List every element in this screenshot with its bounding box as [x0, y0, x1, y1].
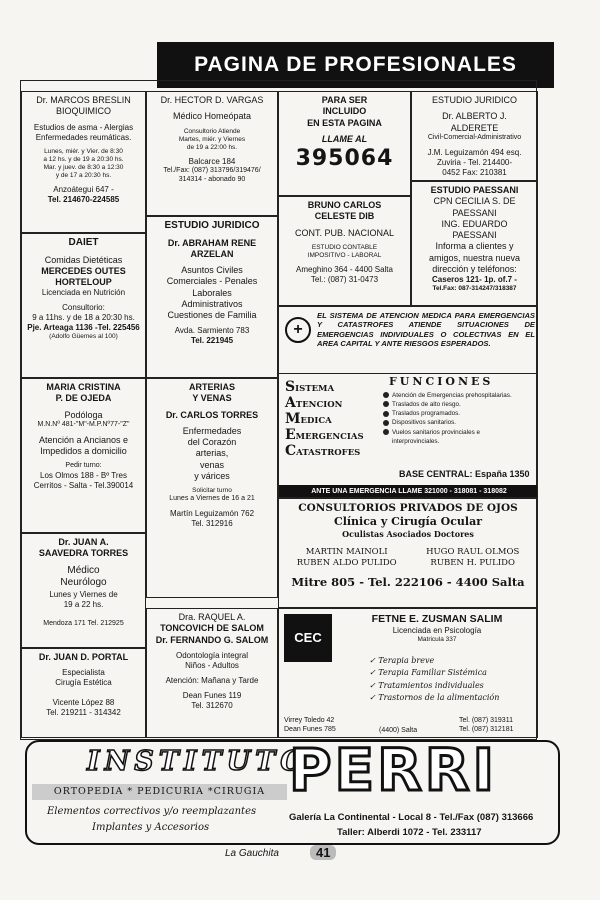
breslin-hours1: Lunes, miér. y Vier. de 8:30	[44, 147, 123, 155]
zusman-city: (4400) Salta	[379, 727, 418, 734]
ojos-title: CONSULTORIOS PRIVADOS DE OJOS	[298, 502, 518, 514]
daiet-consult: Consultorio:	[62, 303, 105, 313]
celeste-title: CONT. PUB. NACIONAL	[294, 227, 395, 238]
torres-address: Martín Leguizamón 762	[169, 508, 255, 518]
celeste-address: Ameghino 364 - 4400 Salta	[296, 265, 393, 274]
ojeda-name1: MARIA CRISTINA	[46, 382, 121, 392]
alderete-address3: 0452 Fax: 210381	[442, 167, 507, 177]
arzelan-header: ESTUDIO JURIDICO	[164, 220, 260, 231]
saavedra-title2: Neurólogo	[60, 577, 107, 588]
celeste-name2: CELESTE DIB	[314, 211, 375, 222]
ojos-card	[278, 498, 538, 608]
paessani-name1: CPN CECILIA S. DE	[433, 196, 516, 207]
incluido-line4: LLAME AL	[321, 133, 368, 144]
breslin-title: BIOQUIMICO	[55, 106, 111, 117]
alderete-spec: Civil-Comercial-Administrativo	[427, 133, 522, 141]
perri-ad	[25, 736, 560, 845]
torres-e3: arterias,	[195, 448, 229, 459]
saavedra-name1: Dr. JUAN A.	[58, 537, 109, 547]
salom-hours: Atención: Mañana y Tarde	[165, 675, 259, 685]
zusman-phone2: Tel. (087) 312181	[459, 725, 514, 733]
ojos-subtitle2: Oculistas Asociados Doctores	[342, 528, 474, 539]
bullet-icon	[383, 420, 389, 426]
alderete-name1: Dr. ALBERTO J.	[442, 111, 507, 122]
paessani-line2: amigos, nuestra nueva	[428, 252, 521, 263]
breslin-phone: Tel. 214670-224585	[47, 195, 120, 204]
alderete-header: ESTUDIO JURIDICO	[431, 95, 517, 105]
instituto-title: INSTITUTO	[87, 746, 309, 777]
breslin-spec1: Estudios de asma - Alergias	[33, 122, 134, 132]
paessani-name2: PAESSANI	[452, 207, 497, 218]
perri-specialties: ORTOPEDIA * PEDICURIA *CIRUGIA	[32, 784, 287, 800]
saavedra-title1: Médico	[67, 564, 100, 576]
salom-phone: Tel. 312670	[191, 700, 233, 710]
saavedra-address: Mendoza 171 Tel. 212925	[43, 619, 124, 627]
incluido-line3: EN ESTA PAGINA	[307, 117, 382, 128]
salom-card	[146, 608, 278, 738]
torres-e4: venas	[199, 459, 225, 470]
daiet-hours: 9 a 11hs. y de 18 a 20:30 hs.	[32, 313, 135, 323]
arzelan-spec4: Administrativos	[181, 298, 243, 309]
bullet-icon	[383, 392, 389, 398]
breslin-spec2: Enfermedades reumáticas.	[35, 132, 132, 142]
publication-name: La Gauchita	[225, 848, 279, 859]
torres-header1: ARTERIAS	[188, 382, 235, 392]
bullet-icon	[383, 411, 389, 417]
samec-notice: EL SISTEMA DE ATENCION MEDICA PARA EMERGENCIAS Y CATASTROFES ATIENDE SITUACIONES DE EMERGENCIAS INDIVIDUALES O COLECTIVAS EN EL AREA CAPITAL Y ANTE RIESGOS ESPERADOS.	[317, 311, 535, 349]
paessani-line1: Informa a clientes y	[435, 241, 514, 252]
ojeda-matricula: M.N.Nº 481-"M"-M.P.Nº77-"Z"	[37, 420, 130, 428]
ojeda-name2: P. DE OJEDA	[55, 393, 112, 404]
salom-spec2: Niños - Adultos	[185, 660, 239, 670]
samec-acronym: SISTEMA ATENCION MEDICA EMERGENCIAS CATASTROFES	[285, 379, 364, 460]
torres-e2: del Corazón	[187, 437, 237, 447]
samec-card	[278, 306, 538, 498]
zusman-card	[278, 608, 538, 738]
ojeda-attention1: Atención a Ancianos e	[38, 434, 129, 445]
breslin-address: Anzoátegui 647 -	[53, 185, 114, 194]
alderete-address2: Zuviria - Tel. 214400-	[437, 157, 512, 167]
paessani-header: ESTUDIO PAESSANI	[430, 185, 519, 195]
arzelan-spec2: Comerciales - Penales	[166, 276, 258, 287]
saavedra-card	[21, 533, 146, 648]
perri-slogan1: Elementos correctivos y/o reemplazantes	[47, 806, 257, 817]
vargas-card	[146, 91, 278, 216]
vargas-hours2: de 19 a 22:00 hs.	[186, 143, 238, 151]
daiet-header: DAIET	[68, 237, 99, 248]
celeste-spec2: IMPOSITIVO - LABORAL	[307, 251, 382, 259]
ojeda-title: Podóloga	[64, 409, 103, 420]
breslin-hours4: y de 17 a 20:30 hs.	[55, 171, 112, 179]
arzelan-name2: ARZELAN	[190, 248, 234, 259]
ojeda-attention2: Impedidos a domicilio	[40, 445, 127, 456]
vargas-address: Balcarce 184	[188, 156, 236, 166]
celeste-name1: BRUNO CARLOS	[307, 200, 382, 210]
vargas-phone1: Tel./Fax: (087) 313796/319476/	[163, 166, 261, 174]
arzelan-card	[146, 216, 278, 378]
saavedra-hours2: 19 a 22 hs.	[63, 599, 104, 609]
samec-base: BASE CENTRAL: España 1350	[399, 469, 530, 479]
zusman-address1: Virrey Toledo 42	[284, 717, 335, 724]
torres-turno: Solicitar turno	[192, 487, 232, 494]
portal-name: Dr. JUAN D. PORTAL	[38, 652, 129, 662]
torres-card	[146, 378, 278, 598]
samec-emergency-bar: ANTE UNA EMERGENCIA LLAME 321000 - 318081 - 318082	[279, 485, 538, 498]
zusman-name: FETNE E. ZUSMAN SALIM	[371, 613, 503, 625]
torres-e1: Enfermedades	[182, 425, 242, 436]
torres-phone: Tel. 312916	[191, 518, 233, 528]
breslin-name: Dr. MARCOS BRESLIN	[36, 95, 131, 105]
paessani-address: Caseros 121- 1p. of.7 -	[432, 275, 517, 284]
daiet-line2: MERCEDES OUTES	[41, 265, 126, 276]
breslin-hours3: Mar. y juev. de 8:30 a 12:30	[43, 163, 124, 171]
vargas-name: Dr. HECTOR D. VARGAS	[160, 95, 264, 105]
portal-phone: Tel. 219211 - 314342	[46, 708, 121, 718]
samec-functions-list: Atención de Emergencias prehospitalarias. Traslados de alto riesgo. Traslados programados. Dispositivos sanitarios. Vuelos sanitarios provinciales e interprovinciales.	[383, 391, 512, 446]
zusman-services: ✓ Terapia breve ✓ Terapia Familiar Sistémica ✓ Tratamientos individuales ✓ Trastornos de la alimentación	[369, 656, 500, 703]
paessani-line3: dirección y teléfonos:	[432, 263, 517, 274]
vargas-hours1: Martes, miér. y Viernes	[178, 135, 246, 143]
salom-name1: Dra. RAQUEL A.	[178, 612, 246, 622]
alderete-name2: ALDERETE	[450, 122, 499, 133]
portal-card	[21, 648, 146, 738]
daiet-line3: HORTELOUP	[55, 277, 112, 287]
portal-address: Vicente López 88	[52, 698, 115, 708]
saavedra-hours1: Lunes y Viernes de	[49, 589, 118, 599]
arzelan-spec1: Asuntos Civiles	[181, 265, 243, 275]
ojeda-address1: Los Olmos 188 - Bº Tres	[40, 470, 127, 480]
arzelan-phone: Tel. 221945	[190, 336, 234, 346]
ojeda-address2: Cerritos - Salta - Tel.390014	[33, 480, 134, 490]
portal-title2: Cirugía Estética	[55, 678, 112, 688]
breslin-card	[21, 91, 146, 233]
perri-brand: PERRI	[289, 736, 498, 804]
page-number: 41	[310, 845, 336, 860]
zusman-matricula: Matricula 337	[417, 636, 457, 644]
vargas-phone2: 314314 - abonado 90	[178, 175, 246, 183]
alderete-card	[411, 91, 538, 181]
bullet-icon	[383, 429, 389, 435]
arzelan-name1: Dr. ABRAHAM RENE	[167, 237, 257, 248]
arzelan-spec5: Cuestiones de Familia	[167, 310, 257, 320]
ojos-address: Mitre 805 - Tel. 222106 - 4400 Salta	[291, 574, 525, 589]
paessani-name3: ING. EDUARDO	[441, 218, 508, 229]
arzelan-address: Avda. Sarmiento 783	[174, 326, 250, 336]
incluido-phone: 395064	[295, 146, 394, 171]
bullet-icon	[383, 401, 389, 407]
ojeda-card	[21, 378, 146, 533]
salom-name2: TONCOVICH DE SALOM	[160, 623, 264, 634]
incluido-card	[278, 91, 411, 196]
banner-title: PAGINA DE PROFESIONALES	[194, 53, 517, 76]
directory-grid	[20, 80, 537, 740]
zusman-title: Licenciada en Psicología	[392, 626, 482, 636]
ojos-doctor2: HUGO RAUL OLMOS	[426, 546, 520, 557]
zusman-phone1: Tel. (087) 319311	[459, 717, 513, 724]
ojos-doctor4: RUBEN H. PULIDO	[430, 557, 515, 568]
medical-cross-icon: +	[285, 317, 311, 343]
ojos-doctor1: MARTIN MAINOLI	[305, 546, 388, 557]
salom-spec1: Odontología integral	[175, 650, 249, 660]
portal-title1: Especialista	[62, 668, 105, 678]
celeste-phone: Tel.: (087) 31-0473	[310, 275, 379, 284]
daiet-card	[21, 233, 146, 378]
cec-logo: CEC	[284, 614, 332, 662]
daiet-line1: Comidas Dietéticas	[44, 254, 123, 265]
daiet-line4: Licenciada en Nutrición	[41, 288, 126, 298]
salom-name3: Dr. FERNANDO G. SALOM	[155, 634, 269, 645]
torres-hours: Lunes a Viernes de 16 a 21	[169, 495, 255, 503]
torres-e5: y várices	[194, 470, 230, 481]
breslin-hours2: a 12 hs. y de 19 a 20:30 hs.	[43, 155, 124, 163]
alderete-address1: J.M. Leguizamón 494 esq.	[427, 147, 522, 157]
paessani-card	[411, 181, 538, 306]
daiet-ref: (Adolfo Güemes al 100)	[49, 333, 118, 341]
ojos-subtitle: Clínica y Cirugía Ocular	[333, 515, 483, 529]
perri-address1: Galería La Continental - Local 8 - Tel./Fax (087) 313666	[289, 812, 534, 823]
samec-functions-title: FUNCIONES	[389, 375, 494, 388]
celeste-spec1: ESTUDIO CONTABLE	[311, 243, 378, 251]
celeste-card	[278, 196, 411, 306]
saavedra-name2: SAAVEDRA TORRES	[38, 548, 129, 559]
arzelan-spec3: Laborales	[192, 287, 232, 298]
torres-name: Dr. CARLOS TORRES	[165, 409, 259, 420]
daiet-address: Pje. Arteaga 1136 -Tel. 225456	[27, 323, 140, 333]
torres-header2: Y VENAS	[192, 393, 232, 404]
vargas-title: Médico Homeópata	[172, 111, 252, 122]
ojos-doctor3: RUBEN ALDO PULIDO	[296, 557, 397, 568]
vargas-hours0: Consultorio Atiende	[183, 127, 241, 135]
paessani-name4: PAESSANI	[452, 230, 497, 240]
salom-address: Dean Funes 119	[182, 690, 242, 700]
incluido-line1: PARA SER	[321, 95, 368, 105]
incluido-line2: INCLUIDO	[322, 106, 367, 117]
ojeda-turno: Pedir turno:	[65, 462, 102, 469]
paessani-phone: Tel.Fax: 087-314247/318387	[432, 285, 517, 292]
zusman-address2: Dean Funes 785	[284, 725, 336, 733]
perri-slogan2: Implantes y Accesorios	[92, 822, 210, 833]
perri-address2: Taller: Alberdi 1072 - Tel. 233117	[337, 827, 482, 838]
